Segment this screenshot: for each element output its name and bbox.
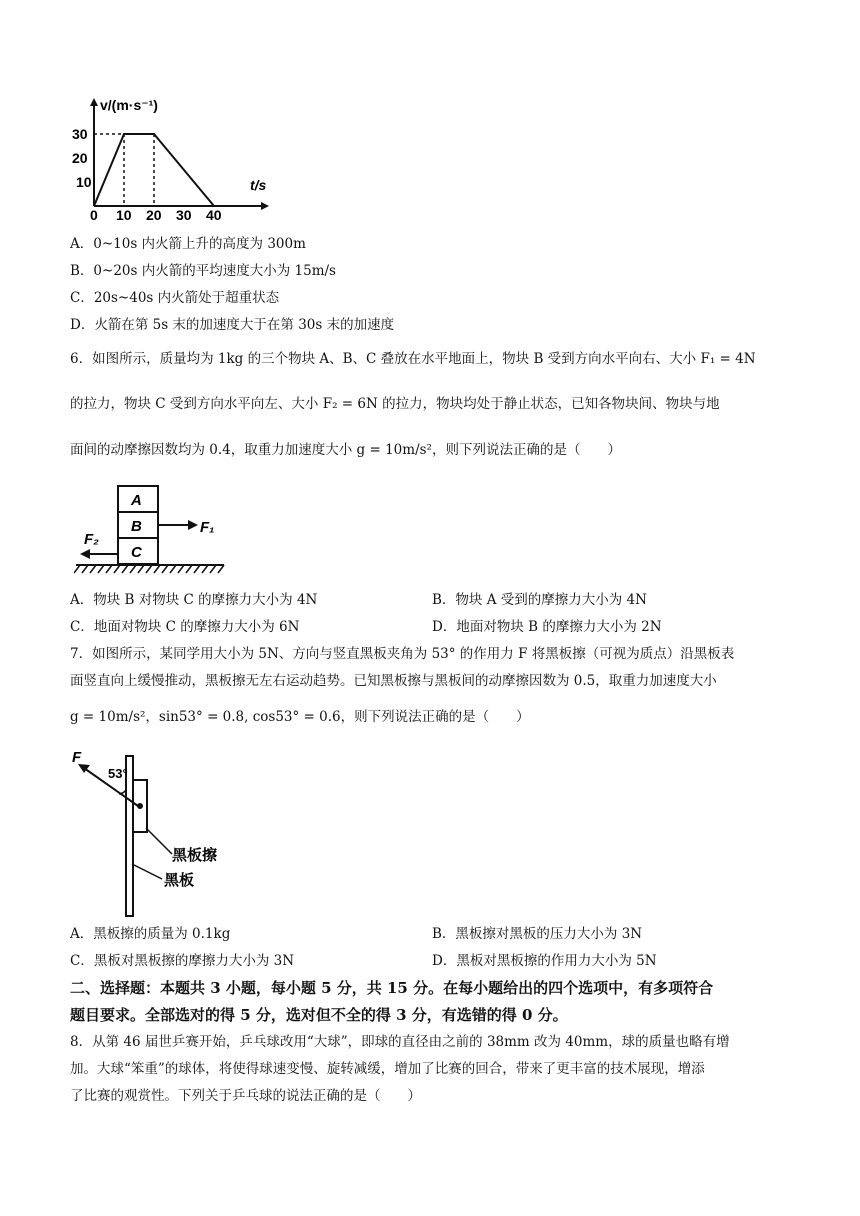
q7-option-c: C．黑板对黑板擦的摩擦力大小为 3N [70,953,295,969]
section2-heading-line1: 二、选择题：本题共 3 小题，每小题 5 分，共 15 分。在每小题给出的四个选项中，有多项符合 [70,979,714,997]
y-tick: 30 [72,126,88,142]
q6-stem-line2: 的拉力，物块 C 受到方向水平向左、大小 F₂ = 6N 的拉力，物块均处于静止状态，已知各物块间、物块与地 [70,396,720,412]
block-b-label: B [131,518,142,535]
board-label: 黑板 [164,872,195,889]
q7-option-a: A．黑板擦的质量为 0.1kg [70,926,231,942]
velocity-time-graph [70,94,270,226]
q5-option-a: A．0~10s 内火箭上升的高度为 300m [70,236,306,252]
y-tick: 20 [72,150,88,166]
q7-option-b: B．黑板擦对黑板的压力大小为 3N [432,926,643,942]
x-tick: 20 [146,207,162,223]
block-c-label: C [131,544,142,561]
eraser-label: 黑板擦 [172,847,218,864]
y-axis-label: v/(m·s⁻¹) [100,97,158,113]
q6-option-a: A．物块 B 对物块 C 的摩擦力大小为 4N [70,592,318,608]
block-a-label: A [131,492,142,509]
blackboard-eraser-figure [66,746,246,918]
y-tick: 10 [76,174,92,190]
q7-stem-line3: g = 10m/s²，sin53° = 0.8, cos53° = 0.6，则下列说法正确的是（ ） [70,709,530,725]
stacked-blocks-figure [74,478,234,580]
force-label: F [72,749,82,766]
angle-label: 53° [108,766,128,781]
x-tick: 40 [206,207,222,223]
q6-option-d: D．地面对物块 B 的摩擦力大小为 2N [432,619,662,635]
x-tick: 30 [176,207,192,223]
q8-stem-line1: 8．从第 46 届世乒赛开始，乒乓球改用“大球”，即球的直径由之前的 38mm 改为 40mm，球的质量也略有增 [70,1034,730,1050]
q6-stem-line1: 6．如图所示，质量均为 1kg 的三个物块 A、B、C 叠放在水平地面上，物块 B 受到方向水平向右、大小 F₁ = 4N [70,351,756,367]
q7-stem-line2: 面竖直向上缓慢推动，黑板擦无左右运动趋势。已知黑板擦与黑板间的动摩擦因数为 0.5，取重力加速度大小 [70,673,717,689]
q6-option-c: C．地面对物块 C 的摩擦力大小为 6N [70,619,300,635]
q8-stem-line3: 了比赛的观赏性。下列关于乒乓球的说法正确的是（ ） [70,1088,421,1104]
q6-option-b: B．物块 A 受到的摩擦力大小为 4N [432,592,647,608]
f2-label: F₂ [84,531,99,548]
x-tick: 0 [90,207,98,223]
q5-option-b: B．0~20s 内火箭的平均速度大小为 15m/s [70,263,336,279]
q7-stem-line1: 7．如图所示，某同学用大小为 5N、方向与竖直黑板夹角为 53° 的作用力 F 将黑板擦（可视为质点）沿黑板表 [70,646,735,662]
f1-label: F₁ [200,519,215,536]
q5-option-d: D．火箭在第 5s 末的加速度大于在第 30s 末的加速度 [70,317,395,333]
q8-stem-line2: 加。大球“笨重”的球体，将使得球速变慢、旋转减缓，增加了比赛的回合，带来了更丰富的技术展现，增添 [70,1061,705,1077]
q5-option-c: C．20s~40s 内火箭处于超重状态 [70,290,280,306]
x-axis-label: t/s [250,177,267,193]
x-tick: 10 [116,207,132,223]
q6-stem-line3: 面间的动摩擦因数均为 0.4，取重力加速度大小 g = 10m/s²，则下列说法正确的是（ ） [70,442,621,458]
section2-heading-line2: 题目要求。全部选对的得 5 分，选对但不全的得 3 分，有选错的得 0 分。 [70,1006,568,1024]
q7-option-d: D．黑板对黑板擦的作用力大小为 5N [432,953,657,969]
